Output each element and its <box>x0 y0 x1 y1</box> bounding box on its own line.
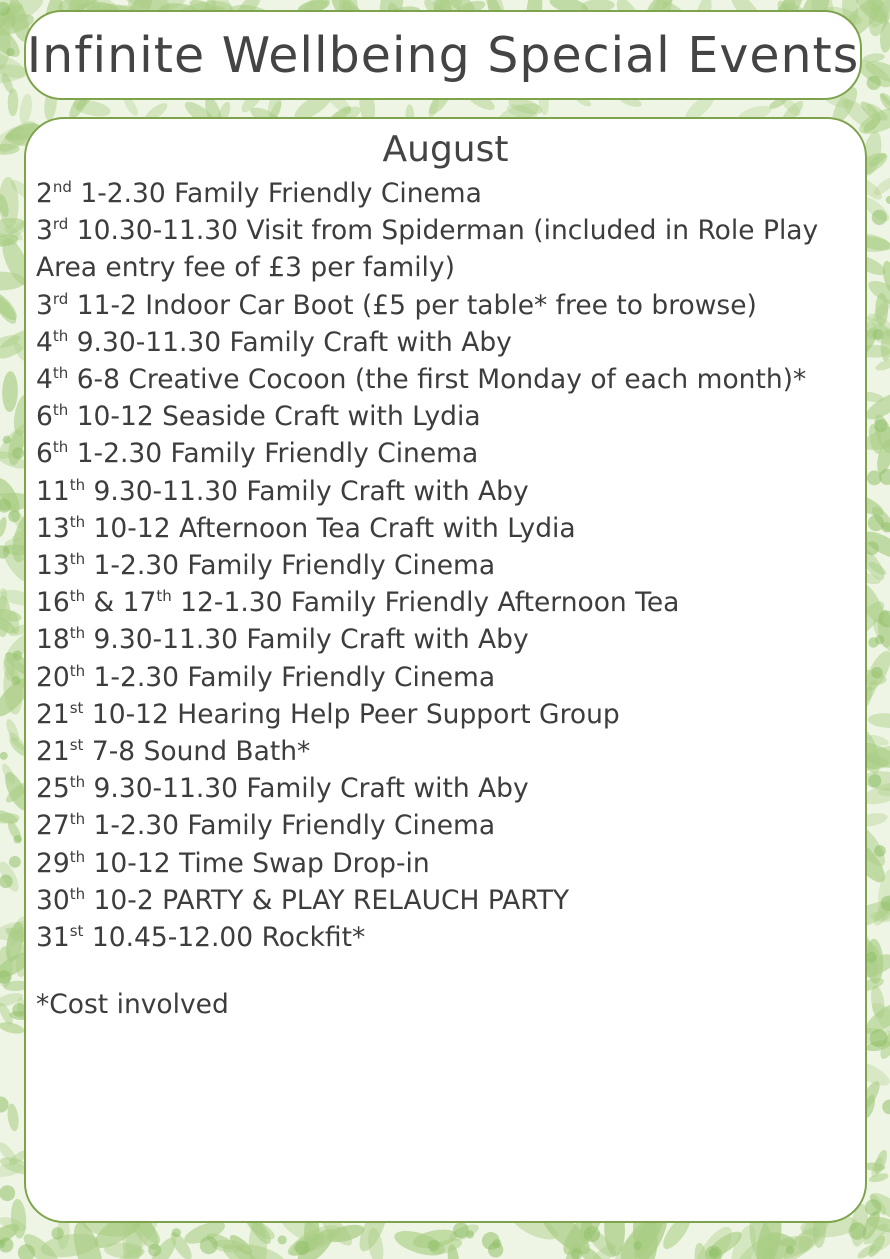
berry-shape <box>3 436 11 444</box>
berry-shape <box>870 1029 888 1047</box>
event-day: 31 <box>36 922 70 954</box>
berry-shape <box>868 637 878 647</box>
event-description: 10-12 Time Swap Drop-in <box>85 847 430 879</box>
event-description: 1-2.30 Family Friendly Cinema <box>85 810 496 842</box>
berry-shape <box>428 1240 439 1251</box>
event-item <box>36 435 855 472</box>
berry-shape <box>873 329 884 340</box>
event-day: 21 <box>36 736 70 768</box>
event-description: 9.30-11.30 Family Craft with Aby <box>68 326 512 358</box>
event-item <box>36 287 855 324</box>
berry-shape <box>868 774 881 787</box>
berry-shape <box>865 952 876 963</box>
date-ordinal-suffix: th <box>156 587 172 606</box>
berry-shape <box>786 1246 795 1255</box>
leaf-shape <box>867 712 890 729</box>
date-ordinal-suffix: th <box>69 512 86 531</box>
berry-shape <box>14 835 22 843</box>
event-day: 30 <box>36 884 70 916</box>
date-ordinal-suffix: rd <box>52 215 69 234</box>
berry-shape <box>172 1228 181 1237</box>
berry-shape <box>849 1222 866 1239</box>
berry-shape <box>872 210 887 225</box>
event-day: 13 <box>36 550 70 582</box>
berry-shape <box>0 752 8 760</box>
berry-shape <box>865 541 879 555</box>
event-day-second: & 17 <box>85 587 157 619</box>
event-description: 10-2 PARTY & PLAY RELAUCH PARTY <box>85 884 570 916</box>
event-description: 1-2.30 Family Friendly Cinema <box>85 550 496 582</box>
date-ordinal-suffix: th <box>69 847 86 866</box>
date-ordinal-suffix: th <box>69 810 86 829</box>
date-ordinal-suffix: nd <box>52 178 72 196</box>
event-description: 1-2.30 Family Friendly Cinema <box>71 178 482 209</box>
event-description: 10-12 Afternoon Tea Craft with Lydia <box>85 512 576 544</box>
event-item <box>36 584 855 621</box>
event-day: 29 <box>36 847 70 879</box>
berry-shape <box>0 1237 13 1252</box>
event-item <box>36 733 855 770</box>
event-item <box>36 361 855 398</box>
event-day: 27 <box>36 810 70 842</box>
date-ordinal-suffix: rd <box>52 289 69 308</box>
event-day: 6 <box>36 438 53 470</box>
event-day: 13 <box>36 512 70 544</box>
berry-shape <box>633 1241 641 1249</box>
title-banner <box>24 10 862 100</box>
event-item <box>36 882 855 919</box>
event-day: 6 <box>36 401 53 433</box>
event-item <box>36 510 855 547</box>
berry-shape <box>874 845 886 857</box>
date-ordinal-suffix: st <box>69 698 84 717</box>
berry-shape <box>0 1097 9 1113</box>
event-item <box>36 547 855 584</box>
berry-shape <box>886 196 890 204</box>
event-item <box>36 175 855 212</box>
event-description: 10-12 Hearing Help Peer Support Group <box>83 698 620 730</box>
date-ordinal-suffix: th <box>69 550 86 569</box>
event-description: 11-2 Indoor Car Boot (£5 per table* free to browse) <box>68 289 757 321</box>
event-item <box>36 659 855 696</box>
berry-shape <box>148 1244 161 1257</box>
berry-shape <box>874 419 887 432</box>
berry-shape <box>12 651 22 661</box>
event-description: 1-2.30 Family Friendly Cinema <box>68 438 479 470</box>
berry-shape <box>867 76 881 90</box>
date-ordinal-suffix: th <box>69 773 86 792</box>
berry-shape <box>12 447 24 459</box>
event-day: 4 <box>36 364 53 396</box>
event-description: 10.45-12.00 Rockfit* <box>83 922 366 954</box>
date-ordinal-suffix: th <box>52 364 69 383</box>
date-ordinal-suffix: st <box>69 736 84 755</box>
berry-shape <box>295 1241 309 1255</box>
event-day: 20 <box>36 661 70 693</box>
berry-shape <box>488 1242 503 1257</box>
event-description: 10.30-11.30 Visit from Spiderman (included in Role Play Area entry fee of £3 per family) <box>36 215 819 284</box>
event-description: 6-8 Creative Cocoon (the first Monday of each month)* <box>68 364 807 396</box>
date-ordinal-suffix: th <box>69 884 86 903</box>
berry-shape <box>0 1185 15 1201</box>
event-description: 9.30-11.30 Family Craft with Aby <box>85 475 529 507</box>
event-item <box>36 770 855 807</box>
date-ordinal-suffix: th <box>69 661 86 680</box>
event-description: 7-8 Sound Bath* <box>83 736 311 768</box>
event-item <box>36 621 855 658</box>
leaf-shape <box>18 93 34 125</box>
date-ordinal-suffix: st <box>69 922 84 941</box>
event-day: 3 <box>36 289 53 321</box>
date-ordinal-suffix: th <box>52 438 69 457</box>
month-heading: August <box>382 129 509 170</box>
event-description: 12-1.30 Family Friendly Afternoon Tea <box>171 587 680 619</box>
event-description: 9.30-11.30 Family Craft with Aby <box>85 773 529 805</box>
event-description: 10-12 Seaside Craft with Lydia <box>68 401 481 433</box>
berry-shape <box>865 1199 881 1215</box>
date-ordinal-suffix: th <box>69 475 86 494</box>
berry-shape <box>278 1235 287 1244</box>
date-ordinal-suffix: th <box>52 401 69 420</box>
event-item <box>36 398 855 435</box>
berry-shape <box>466 1230 474 1238</box>
berry-shape <box>9 856 21 868</box>
events-list <box>36 175 855 956</box>
event-item <box>36 919 855 956</box>
event-item <box>36 696 855 733</box>
footnote: *Cost involved <box>36 989 229 1020</box>
berry-shape <box>584 1226 600 1242</box>
event-day: 16 <box>36 587 70 619</box>
berry-shape <box>871 667 883 679</box>
leaf-shape <box>0 516 8 538</box>
event-item <box>36 807 855 844</box>
berry-shape <box>11 676 20 685</box>
event-day: 21 <box>36 698 70 730</box>
date-ordinal-suffix: th <box>52 326 69 345</box>
page-title: Infinite Wellbeing Special Events <box>26 26 860 84</box>
events-panel <box>24 117 867 1223</box>
event-day: 25 <box>36 773 70 805</box>
berry-shape <box>200 1236 218 1254</box>
leaf-shape <box>2 371 19 412</box>
date-ordinal-suffix: th <box>69 624 86 643</box>
event-day: 11 <box>36 475 70 507</box>
berry-shape <box>6 48 14 56</box>
berry-shape <box>8 510 20 522</box>
event-day: 18 <box>36 624 70 656</box>
date-ordinal-suffix: th <box>69 587 86 606</box>
event-day: 3 <box>36 215 53 247</box>
event-item <box>36 845 855 882</box>
event-day: 2 <box>36 178 53 209</box>
event-item <box>36 324 855 361</box>
event-item <box>36 212 855 286</box>
event-description: 9.30-11.30 Family Craft with Aby <box>85 624 529 656</box>
event-day: 4 <box>36 326 53 358</box>
event-item <box>36 473 855 510</box>
berry-shape <box>882 1100 890 1115</box>
leaf-shape <box>0 1020 25 1036</box>
event-description: 1-2.30 Family Friendly Cinema <box>85 661 496 693</box>
berry-shape <box>51 1227 63 1239</box>
